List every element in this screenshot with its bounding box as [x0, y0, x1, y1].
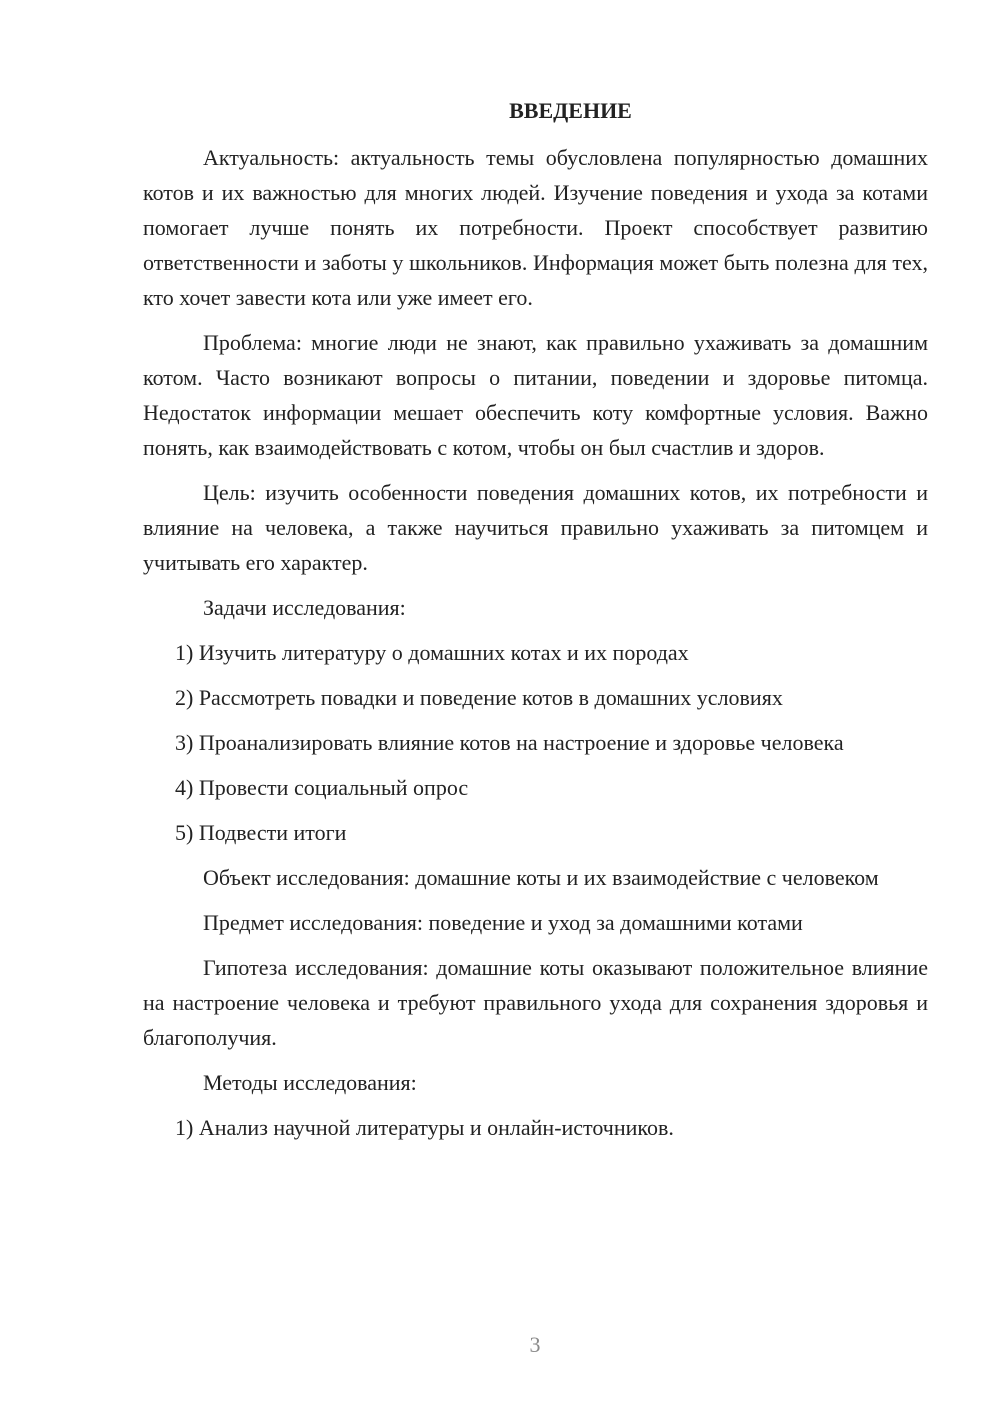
task-item-3: 3) Проанализировать влияние котов на настроение и здоровье человека	[175, 730, 844, 755]
task-item-4: 4) Провести социальный опрос	[175, 775, 469, 800]
tasks-heading: Задачи исследования:	[203, 595, 406, 620]
page-number: 3	[529, 1332, 541, 1357]
paragraph-problem: Проблема: многие люди не знают, как правильно ухаживать за домашним котом. Часто возникают вопросы о питании, поведении и здоровье питомца. Недостаток информации мешает обеспечить коту комфортные условия. Важно понять, как взаимодействовать с котом, чтобы он был счастлив и здоров.	[143, 330, 928, 460]
methods-heading: Методы исследования:	[203, 1070, 417, 1095]
document-page	[143, 96, 928, 1155]
task-item-2: 2) Рассмотреть повадки и поведение котов в домашних условиях	[175, 685, 783, 710]
section-heading: ВВЕДЕНИЕ	[509, 98, 632, 123]
method-item-1: 1) Анализ научной литературы и онлайн-источников.	[175, 1115, 674, 1140]
task-item-5: 5) Подвести итоги	[175, 820, 347, 845]
paragraph-subject: Предмет исследования: поведение и уход за домашними котами	[203, 910, 803, 935]
task-item-1: 1) Изучить литературу о домашних котах и их породах	[175, 640, 689, 665]
paragraph-goal: Цель: изучить особенности поведения домашних котов, их потребности и влияние на человека, а также научиться правильно ухаживать за питомцем и учитывать его характер.	[143, 480, 928, 575]
paragraph-object: Объект исследования: домашние коты и их взаимодействие с человеком	[203, 865, 879, 890]
paragraph-hypothesis: Гипотеза исследования: домашние коты оказывают положительное влияние на настроение человека и требуют правильного ухода для сохранения здоровья и благополучия.	[143, 955, 928, 1050]
paragraph-relevance: Актуальность: актуальность темы обусловлена популярностью домашних котов и их важностью для многих людей. Изучение поведения и ухода за котами помогает лучше понять их потребности. Проект способствует развитию ответственности и заботы у школьников. Информация может быть полезна для тех, кто хочет завести кота или уже имеет его.	[143, 145, 928, 310]
